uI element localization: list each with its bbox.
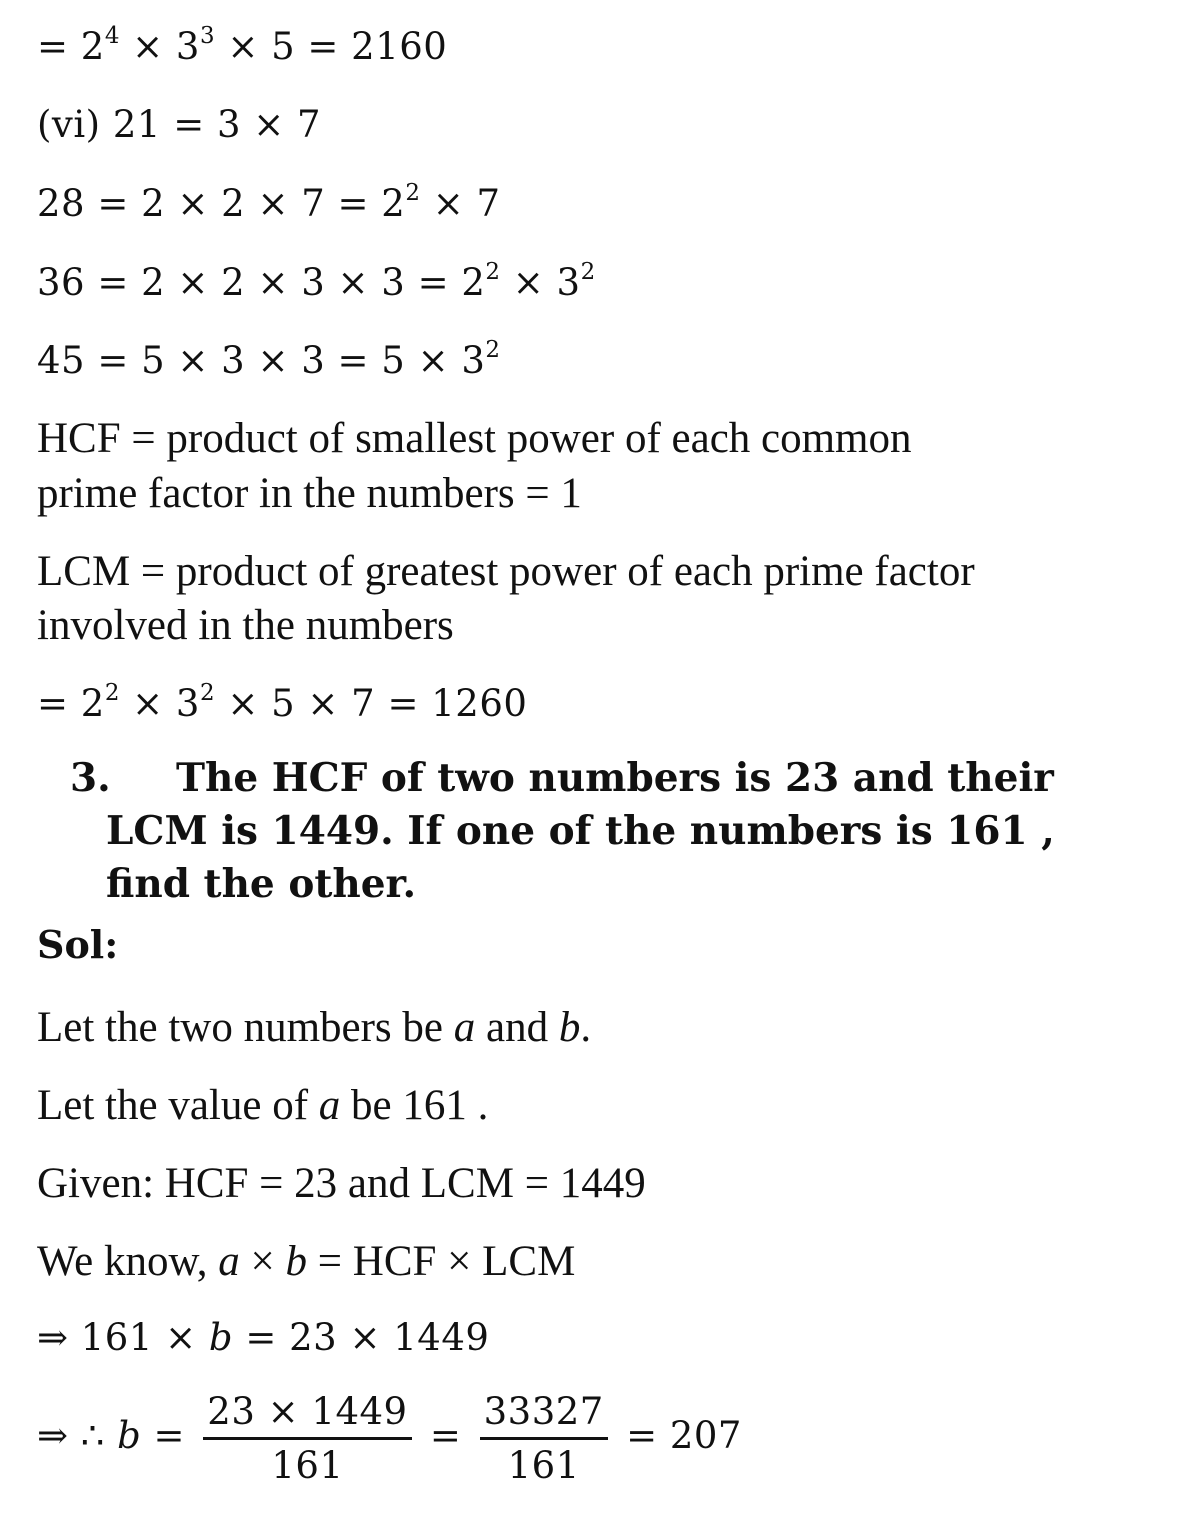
- text: be 161 .: [340, 1082, 489, 1129]
- lcm-result-prev: [37, 23, 447, 71]
- factorization-28: [37, 180, 501, 228]
- question-3-line-1: [70, 752, 1055, 805]
- solution-heading: Sol:: [37, 922, 119, 967]
- expr-part: ⇒ ∴: [37, 1414, 118, 1457]
- we-know-line: [37, 1236, 575, 1288]
- expr-part: × 3: [119, 25, 200, 68]
- let-value-a: [37, 1080, 488, 1132]
- fraction-2: [480, 1390, 608, 1487]
- variable-b: b: [208, 1316, 234, 1359]
- text: ×: [239, 1238, 286, 1285]
- text: .: [580, 1004, 592, 1051]
- variable-b: b: [285, 1238, 308, 1285]
- expr-part: × 5 × 7 = 1260: [215, 682, 528, 725]
- denominator: 161: [507, 1444, 580, 1487]
- exponent: 2: [199, 679, 216, 706]
- factorization-21: (vi) 21 = 3 × 7: [37, 103, 322, 146]
- text: Let the two numbers be: [37, 1004, 454, 1051]
- expr-part: × 7: [420, 182, 501, 225]
- expr-part: 36 = 2 × 2 × 3 × 3 = 2: [37, 261, 486, 304]
- variable-b: b: [558, 1004, 581, 1051]
- factorization-36: [37, 259, 596, 307]
- expr-part: × 3: [500, 261, 581, 304]
- exponent: 3: [199, 22, 216, 49]
- expr-part: × 3: [119, 682, 200, 725]
- exponent: 2: [104, 679, 120, 706]
- text: Let the value of: [37, 1082, 319, 1129]
- variable-b: b: [117, 1414, 142, 1457]
- exponent: 4: [104, 22, 120, 49]
- text: We know,: [37, 1238, 219, 1285]
- given-line: Given: HCF = 23 and LCM = 1449: [37, 1160, 646, 1207]
- let-two-numbers: [37, 1002, 591, 1054]
- exponent: 2: [485, 258, 501, 285]
- part-vi-label: [37, 101, 321, 149]
- question-3: [70, 752, 1055, 911]
- expr-part: =: [141, 1414, 198, 1457]
- question-text: The HCF of two numbers is 23 and their: [176, 755, 1054, 801]
- expr-part: = 2: [37, 25, 105, 68]
- numerator: 33327: [483, 1390, 604, 1433]
- expr-part: = 2: [37, 682, 105, 725]
- hcf-definition-line-2: prime factor in the numbers = 1: [37, 470, 582, 517]
- question-number: 3.: [70, 755, 111, 801]
- expr-part: 45 = 5 × 3 × 3 = 5 × 3: [37, 339, 486, 382]
- exponent: 2: [580, 258, 596, 285]
- final-result: = 207: [626, 1414, 742, 1457]
- variable-a: a: [453, 1004, 476, 1051]
- exponent: 2: [485, 336, 501, 363]
- numerator: 23 × 1449: [207, 1390, 408, 1433]
- question-3-line-3: find the other.: [106, 861, 417, 907]
- variable-a: a: [218, 1238, 240, 1285]
- text: and: [475, 1004, 559, 1051]
- hcf-definition-line-1: HCF = product of smallest power of each common: [37, 415, 912, 462]
- expr-part: × 5 = 2160: [215, 25, 448, 68]
- fraction-1: [203, 1390, 411, 1487]
- lcm-result: [37, 680, 527, 728]
- step-2: [37, 1390, 742, 1487]
- step-1: [37, 1314, 489, 1362]
- question-3-line-2: LCM is 1449. If one of the numbers is 161 ,: [106, 808, 1055, 854]
- expr-part: 28 = 2 × 2 × 7 = 2: [37, 182, 406, 225]
- factorization-45: [37, 337, 501, 385]
- exponent: 2: [405, 179, 421, 206]
- variable-a: a: [318, 1082, 341, 1129]
- expr-part: = 23 × 1449: [233, 1316, 490, 1359]
- lcm-definition-line-1: LCM = product of greatest power of each prime factor: [37, 548, 975, 595]
- denominator: 161: [271, 1444, 344, 1487]
- text: = HCF × LCM: [307, 1238, 576, 1285]
- expr-part: =: [417, 1414, 474, 1457]
- lcm-definition-line-2: involved in the numbers: [37, 602, 454, 649]
- expr-part: ⇒ 161 ×: [37, 1316, 209, 1359]
